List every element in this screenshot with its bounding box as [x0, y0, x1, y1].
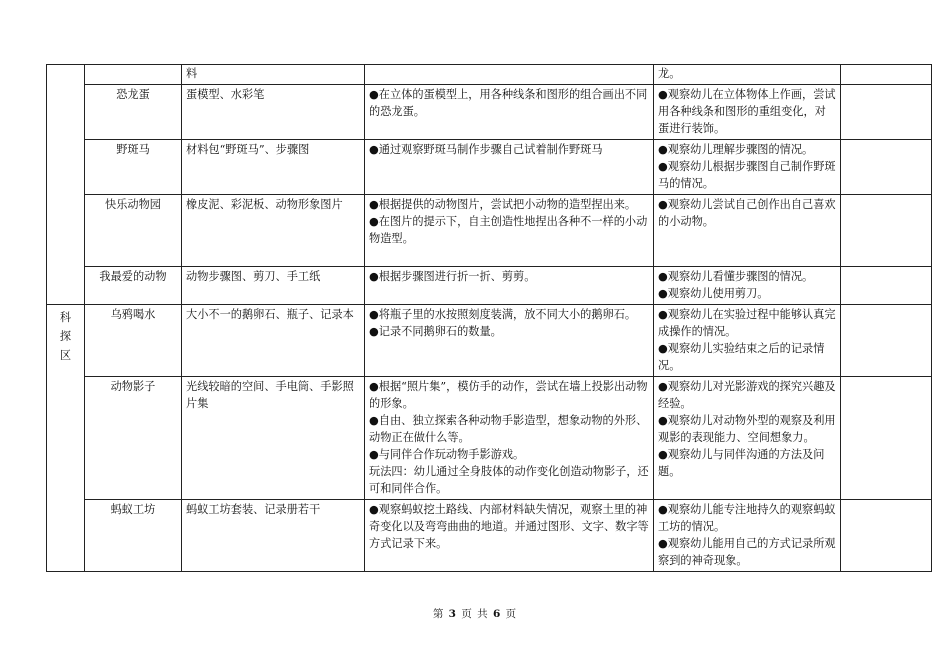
observation-line: ●观察幼儿能专注地持久的观察蚂蚁工坊的情况。 [658, 503, 836, 533]
observation-cell [654, 500, 841, 572]
observation-cell [654, 305, 841, 377]
total-page-number: 6 [493, 608, 502, 620]
notes-cell [841, 500, 932, 572]
activity-name: 野斑马 [85, 140, 182, 195]
activity-name: 我最爱的动物 [85, 267, 182, 305]
activity-name: 蚂蚁工坊 [85, 500, 182, 572]
activities-cell [365, 305, 654, 377]
observation-line: ●观察幼儿对光影游戏的探究兴趣及经验。 [658, 380, 836, 410]
activity-line: ●根据“照片集”，模仿手的动作，尝试在墙上投影出动物的形象。 [369, 380, 648, 410]
activity-line: ●通过观察野斑马制作步骤自己试着制作野斑马 [369, 143, 603, 156]
observation-line: ●观察幼儿理解步骤图的情况。 [658, 143, 814, 156]
observation-cell [654, 85, 841, 140]
activity-line: ●根据提供的动物图片，尝试把小动物的造型捏出来。 [369, 198, 637, 211]
materials-cell: 材料包“野斑马”、步骤图 [182, 140, 365, 195]
observation-cell [654, 377, 841, 500]
activity-line: 玩法四：幼儿通过全身肢体的动作变化创造动物影子，还可和同伴合作。 [369, 465, 649, 495]
observation-line: ●观察幼儿根据步骤图自己制作野斑马的情况。 [658, 160, 836, 190]
materials-cell: 蚂蚁工坊套装、记录册若干 [182, 500, 365, 572]
observation-line: ●观察幼儿在立体物体上作画，尝试用各种线条和图形的重组变化，对蛋进行装饰。 [658, 88, 836, 135]
notes-cell [841, 377, 932, 500]
area-cell-previous [47, 65, 85, 305]
footer-prefix: 第 [432, 608, 445, 620]
materials-cell: 光线较暗的空间、手电筒、手影照片集 [182, 377, 365, 500]
observation-line: ●观察幼儿能用自己的方式记录所观察到的神奇现象。 [658, 537, 836, 567]
activity-line: ●根据步骤图进行折一折、剪剪。 [369, 270, 536, 283]
observation-line: ●观察幼儿实验结束之后的记录情况。 [658, 342, 825, 372]
notes-cell [841, 305, 932, 377]
current-page-number: 3 [448, 608, 457, 620]
page-footer [0, 606, 950, 621]
footer-suffix: 页 [505, 608, 518, 620]
notes-cell [841, 140, 932, 195]
observation-line: ●观察幼儿使用剪刀。 [658, 287, 769, 300]
footer-middle: 页 共 [461, 608, 489, 620]
observation-line: ●观察幼儿在实验过程中能够认真完成操作的情况。 [658, 308, 836, 338]
name-cell [85, 65, 182, 85]
activities-cell [365, 195, 654, 267]
activity-line: ●将瓶子里的水按照刻度装满，放不同大小的鹅卵石。 [369, 308, 637, 321]
activities-cell [365, 65, 654, 85]
notes-cell [841, 195, 932, 267]
area-label-text: 科探区 [59, 311, 72, 362]
activity-name: 快乐动物园 [85, 195, 182, 267]
activities-cell [365, 500, 654, 572]
materials-cell: 大小不一的鹅卵石、瓶子、记录本 [182, 305, 365, 377]
activity-name: 乌鸦喝水 [85, 305, 182, 377]
materials-cell: 橡皮泥、彩泥板、动物形象图片 [182, 195, 365, 267]
table-row [47, 195, 932, 267]
activities-cell [365, 267, 654, 305]
materials-cell: 蛋模型、水彩笔 [182, 85, 365, 140]
observation-line: ●观察幼儿看懂步骤图的情况。 [658, 270, 814, 283]
table-row [47, 267, 932, 305]
activities-cell [365, 377, 654, 500]
observation-line: ●观察幼儿与同伴沟通的方法及问题。 [658, 448, 825, 478]
activity-plan-table [46, 64, 932, 572]
table-row [47, 377, 932, 500]
table-row [47, 305, 932, 377]
activity-line: ●与同伴合作玩动物手影游戏。 [369, 448, 525, 461]
materials-cell: 动物步骤图、剪刀、手工纸 [182, 267, 365, 305]
table-row [47, 85, 932, 140]
notes-cell [841, 267, 932, 305]
activity-name: 动物影子 [85, 377, 182, 500]
activities-cell [365, 140, 654, 195]
activity-line: ●在立体的蛋模型上，用各种线条和图形的组合画出不同的恐龙蛋。 [369, 88, 648, 118]
notes-cell [841, 85, 932, 140]
activity-name: 恐龙蛋 [85, 85, 182, 140]
observation-cell [654, 140, 841, 195]
activity-line: ●自由、独立探索各种动物手影造型，想象动物的外形、动物正在做什么等。 [369, 414, 648, 444]
area-label [47, 305, 85, 572]
notes-cell [841, 65, 932, 85]
observation-line: ●观察幼儿尝试自己创作出自己喜欢的小动物。 [658, 198, 836, 228]
observation-cell [654, 267, 841, 305]
activity-line: ●在图片的提示下，自主创造性地捏出各种不一样的小动物造型。 [369, 215, 648, 245]
activity-line: ●记录不同鹅卵石的数量。 [369, 325, 502, 338]
table-row [47, 65, 932, 85]
observation-line: ●观察幼儿对动物外型的观察及利用观影的表现能力、空间想象力。 [658, 414, 836, 444]
activity-line: ●观察蚂蚁挖土路线、内部材料缺失情况，观察土里的神奇变化以及弯弯曲曲的地道。并通过图形、文字、数字等方式记录下来。 [369, 503, 649, 550]
table-row [47, 500, 932, 572]
materials-cell: 料 [182, 65, 365, 85]
activities-cell [365, 85, 654, 140]
table-row [47, 140, 932, 195]
observation-cell [654, 195, 841, 267]
observation-cell: 龙。 [654, 65, 841, 85]
